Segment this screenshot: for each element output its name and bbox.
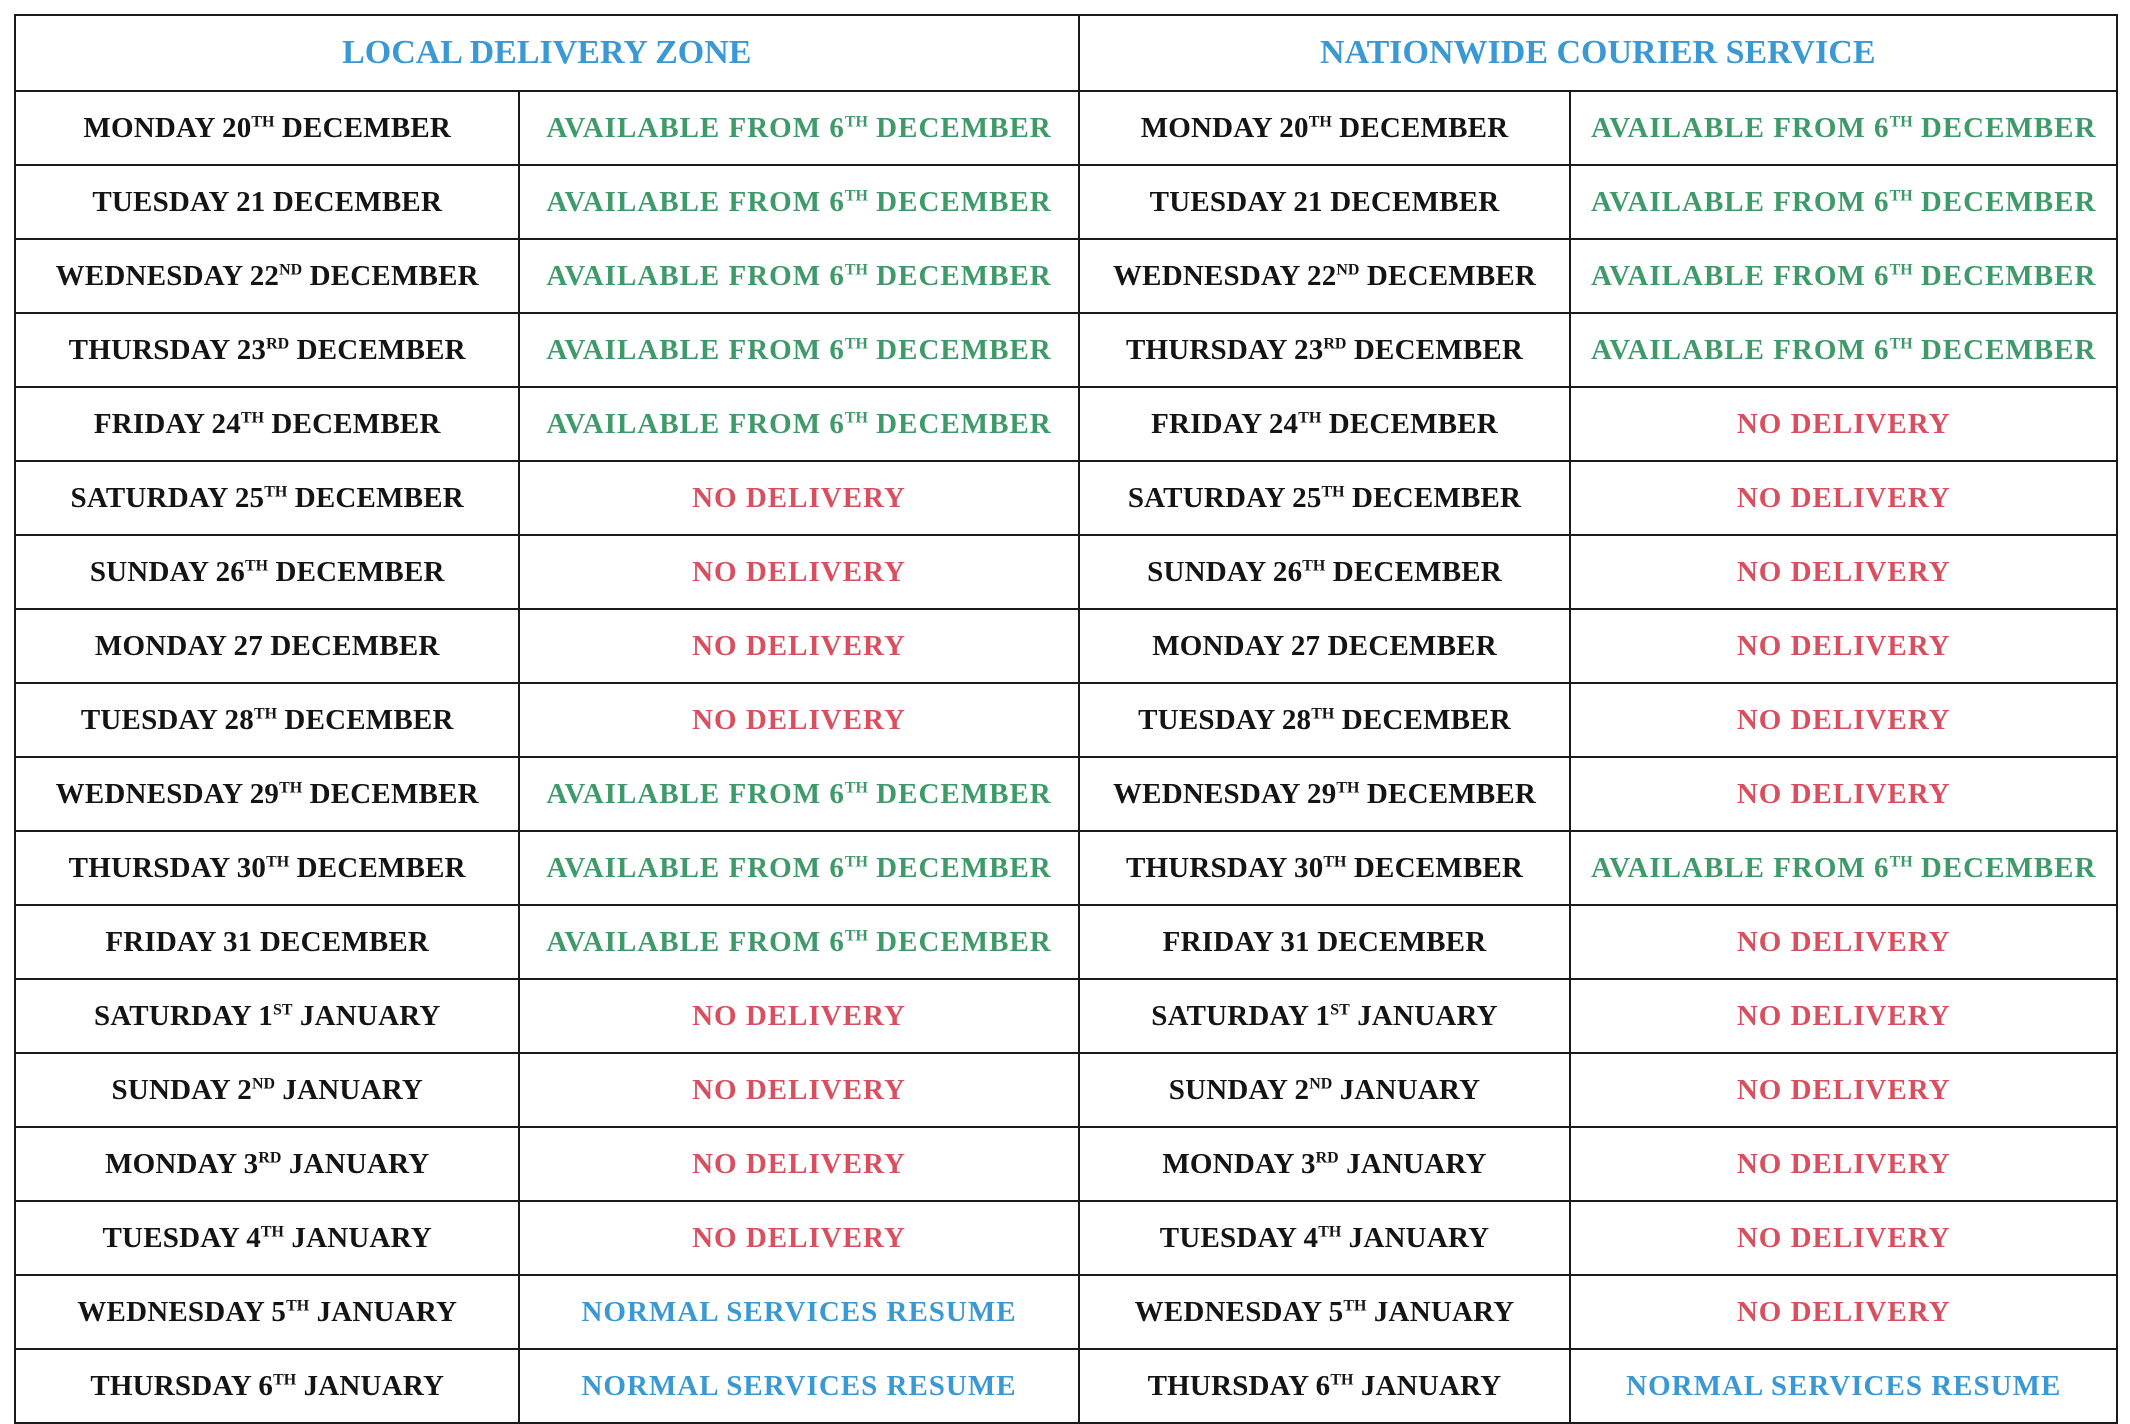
date-ordinal-suffix: TH bbox=[253, 704, 277, 722]
date-month: JANUARY bbox=[309, 1295, 458, 1328]
table-row bbox=[15, 313, 2117, 387]
date-text: TUESDAY 4 bbox=[102, 1221, 261, 1254]
date-text: SATURDAY 1 bbox=[93, 999, 273, 1032]
nationwide-date-cell bbox=[1079, 535, 1571, 609]
date-text: WEDNESDAY 29 bbox=[55, 777, 280, 810]
local-date-cell bbox=[15, 387, 519, 461]
date-ordinal-suffix: TH bbox=[240, 408, 264, 426]
available-label-main: AVAILABLE FROM 6 bbox=[1591, 851, 1890, 884]
date-ordinal-suffix: RD bbox=[266, 334, 290, 352]
local-date-cell bbox=[15, 1127, 519, 1201]
available-label-ordinal: TH bbox=[844, 334, 868, 352]
available-label-ordinal: TH bbox=[1889, 112, 1913, 130]
date-month: JANUARY bbox=[1349, 999, 1498, 1032]
local-status-cell bbox=[519, 165, 1078, 239]
date-text: MONDAY 3 bbox=[1162, 1147, 1316, 1180]
date-ordinal-suffix: TH bbox=[266, 852, 290, 870]
date-text: FRIDAY 24 bbox=[1151, 407, 1299, 440]
available-label-main: AVAILABLE FROM 6 bbox=[1591, 333, 1890, 366]
no-delivery-label: NO DELIVERY bbox=[1736, 555, 1951, 588]
date-text: THURSDAY 6 bbox=[90, 1369, 274, 1402]
no-delivery-label: NO DELIVERY bbox=[1736, 407, 1951, 440]
local-delivery-zone-header: LOCAL DELIVERY ZONE bbox=[15, 15, 1079, 91]
date-text: SATURDAY 25 bbox=[70, 481, 265, 514]
local-status-cell bbox=[519, 1127, 1078, 1201]
no-delivery-label: NO DELIVERY bbox=[1736, 1073, 1951, 1106]
nationwide-courier-header: NATIONWIDE COURIER SERVICE bbox=[1079, 15, 2117, 91]
nationwide-status-cell bbox=[1570, 683, 2117, 757]
available-label-ordinal: TH bbox=[844, 408, 868, 426]
table-row bbox=[15, 1275, 2117, 1349]
table-row bbox=[15, 757, 2117, 831]
nationwide-status-cell bbox=[1570, 239, 2117, 313]
date-month: DECEMBER bbox=[1346, 851, 1524, 884]
no-delivery-label: NO DELIVERY bbox=[692, 1221, 906, 1254]
available-label-main: AVAILABLE FROM 6 bbox=[546, 111, 845, 144]
available-label-main: AVAILABLE FROM 6 bbox=[546, 851, 845, 884]
available-label-ordinal: TH bbox=[844, 852, 868, 870]
available-label-month: DECEMBER bbox=[867, 111, 1052, 144]
no-delivery-label: NO DELIVERY bbox=[1736, 999, 1951, 1032]
schedule-body bbox=[15, 91, 2117, 1423]
date-ordinal-suffix: TH bbox=[244, 556, 269, 574]
date-month: DECEMBER bbox=[276, 703, 454, 736]
date-text: MONDAY 3 bbox=[105, 1147, 259, 1180]
local-date-cell bbox=[15, 461, 519, 535]
local-status-cell bbox=[519, 1275, 1078, 1349]
local-status-cell bbox=[519, 905, 1078, 979]
table-row bbox=[15, 91, 2117, 165]
date-text: MONDAY 20 bbox=[83, 111, 252, 144]
date-ordinal-suffix: TH bbox=[260, 1222, 284, 1240]
date-month: DECEMBER bbox=[1359, 259, 1537, 292]
date-ordinal-suffix: TH bbox=[273, 1370, 297, 1388]
date-ordinal-suffix: TH bbox=[286, 1296, 310, 1314]
local-status-cell bbox=[519, 461, 1078, 535]
date-text: THURSDAY 23 bbox=[68, 333, 267, 366]
local-status-cell bbox=[519, 683, 1078, 757]
available-label-main: AVAILABLE FROM 6 bbox=[1591, 185, 1890, 218]
date-text: TUESDAY 28 bbox=[1138, 703, 1312, 736]
local-status-cell bbox=[519, 313, 1078, 387]
local-date-cell bbox=[15, 1275, 519, 1349]
available-label-ordinal: TH bbox=[1889, 260, 1913, 278]
table-row bbox=[15, 683, 2117, 757]
available-label-month: DECEMBER bbox=[1912, 851, 2097, 884]
local-date-cell bbox=[15, 609, 519, 683]
local-status-cell bbox=[519, 831, 1078, 905]
available-label-main: AVAILABLE FROM 6 bbox=[546, 407, 845, 440]
no-delivery-label: NO DELIVERY bbox=[692, 1073, 906, 1106]
nationwide-status-cell bbox=[1570, 1349, 2117, 1423]
date-ordinal-suffix: TH bbox=[264, 482, 288, 500]
local-date-cell bbox=[15, 535, 519, 609]
date-text: TUESDAY 21 DECEMBER bbox=[92, 185, 443, 218]
table-row bbox=[15, 831, 2117, 905]
table-row bbox=[15, 387, 2117, 461]
available-label-month: DECEMBER bbox=[867, 851, 1052, 884]
date-month: JANUARY bbox=[296, 1369, 445, 1402]
no-delivery-label: NO DELIVERY bbox=[1736, 629, 1951, 662]
local-date-cell bbox=[15, 683, 519, 757]
nationwide-date-cell bbox=[1079, 831, 1571, 905]
date-text: FRIDAY 31 DECEMBER bbox=[1162, 925, 1487, 958]
no-delivery-label: NO DELIVERY bbox=[692, 703, 906, 736]
available-label-month: DECEMBER bbox=[867, 925, 1052, 958]
date-ordinal-suffix: TH bbox=[1298, 408, 1322, 426]
date-text: MONDAY 27 DECEMBER bbox=[94, 629, 440, 662]
nationwide-status-cell bbox=[1570, 979, 2117, 1053]
date-ordinal-suffix: RD bbox=[1323, 334, 1347, 352]
date-ordinal-suffix: ST bbox=[272, 1000, 293, 1018]
nationwide-status-cell bbox=[1570, 387, 2117, 461]
local-date-cell bbox=[15, 165, 519, 239]
date-ordinal-suffix: RD bbox=[258, 1148, 282, 1166]
available-label-month: DECEMBER bbox=[867, 259, 1052, 292]
no-delivery-label: NO DELIVERY bbox=[692, 555, 906, 588]
date-text: THURSDAY 23 bbox=[1125, 333, 1324, 366]
nationwide-status-cell bbox=[1570, 91, 2117, 165]
available-label-main: AVAILABLE FROM 6 bbox=[546, 925, 845, 958]
local-date-cell bbox=[15, 1201, 519, 1275]
date-text: FRIDAY 31 DECEMBER bbox=[105, 925, 430, 958]
nationwide-date-cell bbox=[1079, 165, 1571, 239]
nationwide-date-cell bbox=[1079, 461, 1571, 535]
available-label-main: AVAILABLE FROM 6 bbox=[546, 333, 845, 366]
available-label-month: DECEMBER bbox=[867, 407, 1052, 440]
nationwide-date-cell bbox=[1079, 683, 1571, 757]
nationwide-date-cell bbox=[1079, 1275, 1571, 1349]
local-status-cell bbox=[519, 1053, 1078, 1127]
date-ordinal-suffix: TH bbox=[1323, 852, 1347, 870]
local-date-cell bbox=[15, 239, 519, 313]
available-label-main: AVAILABLE FROM 6 bbox=[546, 259, 845, 292]
date-text: TUESDAY 28 bbox=[80, 703, 254, 736]
available-label-month: DECEMBER bbox=[1912, 259, 2097, 292]
date-ordinal-suffix: TH bbox=[1321, 482, 1345, 500]
date-ordinal-suffix: RD bbox=[1315, 1148, 1339, 1166]
local-status-cell bbox=[519, 535, 1078, 609]
date-text: SUNDAY 26 bbox=[89, 555, 245, 588]
nationwide-status-cell bbox=[1570, 1275, 2117, 1349]
date-ordinal-suffix: TH bbox=[1343, 1296, 1367, 1314]
nationwide-status-cell bbox=[1570, 535, 2117, 609]
nationwide-status-cell bbox=[1570, 831, 2117, 905]
date-month: DECEMBER bbox=[302, 777, 479, 810]
local-status-cell bbox=[519, 239, 1078, 313]
available-label-ordinal: TH bbox=[844, 778, 868, 796]
header-row bbox=[15, 15, 2117, 91]
available-label-ordinal: TH bbox=[1889, 186, 1913, 204]
nationwide-status-cell bbox=[1570, 461, 2117, 535]
date-text: MONDAY 27 DECEMBER bbox=[1152, 629, 1497, 662]
date-month: JANUARY bbox=[1332, 1073, 1481, 1106]
date-text: TUESDAY 4 bbox=[1159, 1221, 1319, 1254]
date-month: JANUARY bbox=[1338, 1147, 1487, 1180]
no-delivery-label: NO DELIVERY bbox=[692, 999, 906, 1032]
no-delivery-label: NO DELIVERY bbox=[1736, 481, 1951, 514]
date-month: DECEMBER bbox=[274, 111, 452, 144]
date-text: SATURDAY 1 bbox=[1151, 999, 1331, 1032]
nationwide-date-cell bbox=[1079, 757, 1571, 831]
date-month: DECEMBER bbox=[302, 259, 479, 292]
date-month: DECEMBER bbox=[289, 333, 466, 366]
nationwide-date-cell bbox=[1079, 387, 1571, 461]
nationwide-date-cell bbox=[1079, 1201, 1571, 1275]
local-date-cell bbox=[15, 313, 519, 387]
date-ordinal-suffix: TH bbox=[1318, 1222, 1342, 1240]
local-date-cell bbox=[15, 757, 519, 831]
available-label-ordinal: TH bbox=[844, 260, 868, 278]
date-month: DECEMBER bbox=[1331, 111, 1509, 144]
no-delivery-label: NO DELIVERY bbox=[1736, 703, 1951, 736]
date-month: JANUARY bbox=[292, 999, 441, 1032]
local-status-cell bbox=[519, 387, 1078, 461]
available-label-ordinal: TH bbox=[1889, 334, 1913, 352]
available-label-month: DECEMBER bbox=[867, 777, 1052, 810]
nationwide-status-cell bbox=[1570, 165, 2117, 239]
nationwide-status-cell bbox=[1570, 905, 2117, 979]
date-month: DECEMBER bbox=[263, 407, 441, 440]
local-status-cell bbox=[519, 1201, 1078, 1275]
date-ordinal-suffix: TH bbox=[1308, 112, 1332, 130]
date-text: WEDNESDAY 5 bbox=[77, 1295, 287, 1328]
available-label-month: DECEMBER bbox=[1912, 333, 2097, 366]
nationwide-date-cell bbox=[1079, 1349, 1571, 1423]
table-row bbox=[15, 535, 2117, 609]
date-text: TUESDAY 21 DECEMBER bbox=[1149, 185, 1500, 218]
date-month: DECEMBER bbox=[1359, 777, 1537, 810]
nationwide-status-cell bbox=[1570, 609, 2117, 683]
date-month: DECEMBER bbox=[1325, 555, 1502, 588]
date-ordinal-suffix: TH bbox=[1311, 704, 1335, 722]
date-text: WEDNESDAY 22 bbox=[55, 259, 280, 292]
no-delivery-label: NO DELIVERY bbox=[1736, 1295, 1951, 1328]
local-status-cell bbox=[519, 609, 1078, 683]
date-ordinal-suffix: TH bbox=[1302, 556, 1326, 574]
delivery-schedule-sheet bbox=[14, 14, 2118, 1406]
local-date-cell bbox=[15, 1349, 519, 1423]
date-month: DECEMBER bbox=[1321, 407, 1498, 440]
available-label-month: DECEMBER bbox=[867, 333, 1052, 366]
date-text: WEDNESDAY 22 bbox=[1112, 259, 1337, 292]
local-date-cell bbox=[15, 905, 519, 979]
no-delivery-label: NO DELIVERY bbox=[692, 629, 906, 662]
available-label-ordinal: TH bbox=[844, 112, 868, 130]
no-delivery-label: NO DELIVERY bbox=[692, 481, 906, 514]
date-month: DECEMBER bbox=[1334, 703, 1511, 736]
no-delivery-label: NO DELIVERY bbox=[1736, 925, 1951, 958]
local-date-cell bbox=[15, 91, 519, 165]
nationwide-date-cell bbox=[1079, 979, 1571, 1053]
nationwide-date-cell bbox=[1079, 609, 1571, 683]
available-label-ordinal: TH bbox=[844, 186, 868, 204]
nationwide-status-cell bbox=[1570, 1053, 2117, 1127]
date-ordinal-suffix: TH bbox=[1336, 778, 1360, 796]
table-row bbox=[15, 239, 2117, 313]
table-row bbox=[15, 609, 2117, 683]
date-text: THURSDAY 30 bbox=[68, 851, 267, 884]
nationwide-status-cell bbox=[1570, 757, 2117, 831]
available-label-ordinal: TH bbox=[1889, 852, 1913, 870]
table-row bbox=[15, 1127, 2117, 1201]
table-row bbox=[15, 1201, 2117, 1275]
local-status-cell bbox=[519, 979, 1078, 1053]
date-text: SATURDAY 25 bbox=[1127, 481, 1322, 514]
table-row bbox=[15, 979, 2117, 1053]
nationwide-date-cell bbox=[1079, 1053, 1571, 1127]
no-delivery-label: NO DELIVERY bbox=[692, 1147, 906, 1180]
nationwide-status-cell bbox=[1570, 1127, 2117, 1201]
date-ordinal-suffix: ND bbox=[279, 260, 303, 278]
date-text: SUNDAY 2 bbox=[1168, 1073, 1310, 1106]
date-month: JANUARY bbox=[283, 1221, 432, 1254]
date-month: DECEMBER bbox=[287, 481, 464, 514]
available-label-main: AVAILABLE FROM 6 bbox=[546, 185, 845, 218]
date-text: FRIDAY 24 bbox=[93, 407, 241, 440]
available-label-main: AVAILABLE FROM 6 bbox=[1591, 111, 1890, 144]
nationwide-date-cell bbox=[1079, 91, 1571, 165]
date-month: DECEMBER bbox=[1344, 481, 1522, 514]
table-row bbox=[15, 1349, 2117, 1423]
date-month: JANUARY bbox=[1353, 1369, 1502, 1402]
nationwide-date-cell bbox=[1079, 239, 1571, 313]
available-label-main: AVAILABLE FROM 6 bbox=[1591, 259, 1890, 292]
nationwide-date-cell bbox=[1079, 1127, 1571, 1201]
date-month: JANUARY bbox=[281, 1147, 430, 1180]
date-month: DECEMBER bbox=[268, 555, 445, 588]
date-month: JANUARY bbox=[274, 1073, 423, 1106]
normal-services-resume-label: NORMAL SERVICES RESUME bbox=[1626, 1369, 2062, 1402]
date-month: DECEMBER bbox=[1346, 333, 1524, 366]
date-month: JANUARY bbox=[1366, 1295, 1515, 1328]
date-ordinal-suffix: ND bbox=[1309, 1074, 1333, 1092]
date-text: THURSDAY 30 bbox=[1125, 851, 1324, 884]
date-text: WEDNESDAY 29 bbox=[1112, 777, 1337, 810]
local-date-cell bbox=[15, 1053, 519, 1127]
date-ordinal-suffix: ND bbox=[251, 1074, 275, 1092]
date-text: WEDNESDAY 5 bbox=[1134, 1295, 1344, 1328]
table-row bbox=[15, 905, 2117, 979]
date-ordinal-suffix: TH bbox=[1330, 1370, 1354, 1388]
local-status-cell bbox=[519, 91, 1078, 165]
local-status-cell bbox=[519, 757, 1078, 831]
table-row bbox=[15, 1053, 2117, 1127]
date-text: THURSDAY 6 bbox=[1147, 1369, 1331, 1402]
nationwide-status-cell bbox=[1570, 313, 2117, 387]
no-delivery-label: NO DELIVERY bbox=[1736, 777, 1951, 810]
date-ordinal-suffix: TH bbox=[279, 778, 303, 796]
nationwide-date-cell bbox=[1079, 905, 1571, 979]
available-label-month: DECEMBER bbox=[1912, 111, 2097, 144]
local-date-cell bbox=[15, 979, 519, 1053]
date-ordinal-suffix: ST bbox=[1330, 1000, 1350, 1018]
normal-services-resume-label: NORMAL SERVICES RESUME bbox=[581, 1369, 1017, 1402]
delivery-schedule-table bbox=[14, 14, 2118, 1424]
date-month: DECEMBER bbox=[289, 851, 466, 884]
date-ordinal-suffix: ND bbox=[1336, 260, 1360, 278]
normal-services-resume-label: NORMAL SERVICES RESUME bbox=[581, 1295, 1017, 1328]
no-delivery-label: NO DELIVERY bbox=[1736, 1221, 1951, 1254]
date-text: SUNDAY 2 bbox=[111, 1073, 252, 1106]
nationwide-status-cell bbox=[1570, 1201, 2117, 1275]
available-label-main: AVAILABLE FROM 6 bbox=[546, 777, 845, 810]
nationwide-date-cell bbox=[1079, 313, 1571, 387]
table-row bbox=[15, 165, 2117, 239]
local-status-cell bbox=[519, 1349, 1078, 1423]
local-date-cell bbox=[15, 831, 519, 905]
no-delivery-label: NO DELIVERY bbox=[1736, 1147, 1951, 1180]
table-row bbox=[15, 461, 2117, 535]
date-ordinal-suffix: TH bbox=[251, 112, 275, 130]
date-month: JANUARY bbox=[1341, 1221, 1490, 1254]
date-text: MONDAY 20 bbox=[1140, 111, 1309, 144]
date-text: SUNDAY 26 bbox=[1147, 555, 1303, 588]
available-label-month: DECEMBER bbox=[867, 185, 1052, 218]
available-label-month: DECEMBER bbox=[1912, 185, 2097, 218]
available-label-ordinal: TH bbox=[844, 926, 868, 944]
